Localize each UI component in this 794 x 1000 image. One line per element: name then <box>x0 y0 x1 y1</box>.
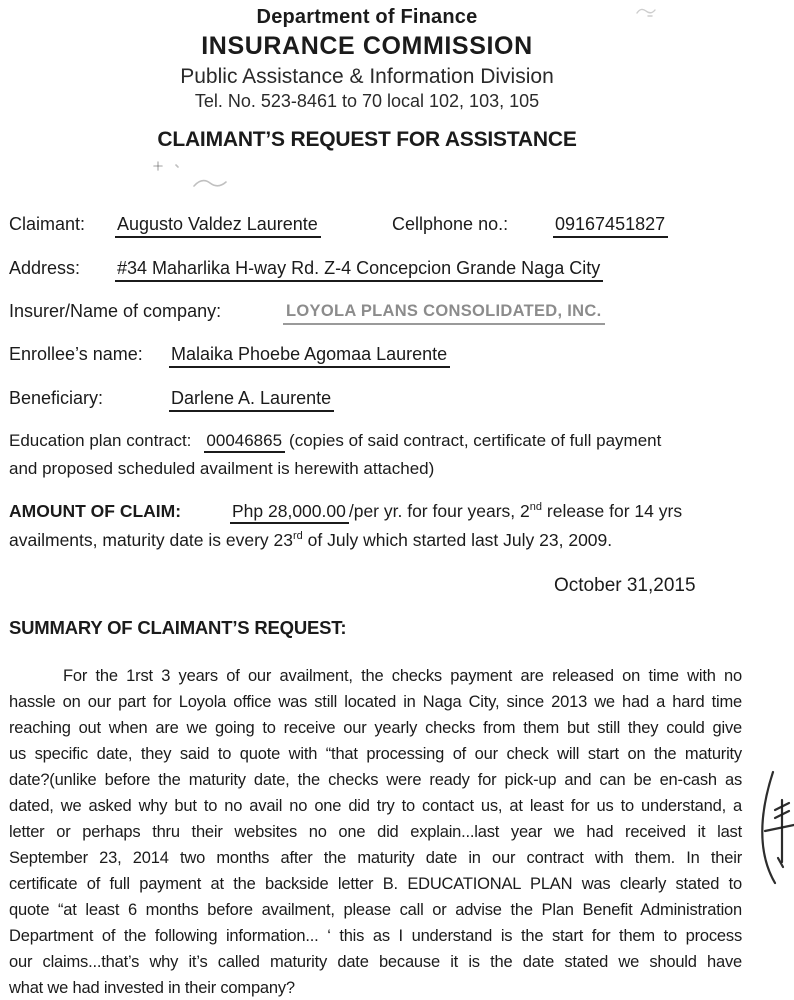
claim-amount-value: Php 28,000.00 <box>230 501 349 524</box>
field-claimant <box>0 214 794 242</box>
paragraph-line: quote “at least 6 months before availment, please call or advise the Plan Benefit Administration <box>9 901 742 919</box>
paragraph-line: our claims...that’s why it’s called maturity date because it is the date stated we should have <box>9 953 742 971</box>
paragraph-line: dated, we asked why but to no avail no one did try to contact us, at least for us to understand, a <box>9 797 742 815</box>
commission-name: INSURANCE COMMISSION <box>201 32 533 60</box>
paragraph-line: For the 1rst 3 years of our availment, the checks payment are released on time with no <box>63 667 742 685</box>
cellphone-value: 09167451827 <box>553 214 668 238</box>
claim-line1-end: release for 14 yrs <box>542 501 683 521</box>
telephone-line: Tel. No. 523-8461 to 70 local 102, 103, 105 <box>194 91 540 111</box>
enrollee-label: Enrollee’s name: <box>9 344 143 364</box>
field-address <box>0 258 794 286</box>
paragraph-line: what we had invested in their company? <box>9 979 295 997</box>
department-name: Department of Finance <box>256 6 478 28</box>
claim-line2-ordinal: rd <box>293 530 303 542</box>
field-beneficiary <box>0 388 794 416</box>
insurer-value: LOYOLA PLANS CONSOLIDATED, INC. <box>283 302 605 325</box>
contract-note-line2: and proposed scheduled availment is herewith attached) <box>9 459 435 478</box>
amount-of-claim-label: AMOUNT OF CLAIM: <box>9 501 182 521</box>
paragraph-line: certificate of full payment at the backside letter B. EDUCATIONAL PLAN was clearly stated to <box>9 875 742 893</box>
beneficiary-label: Beneficiary: <box>9 388 104 408</box>
paragraph-line: date?(unlike before the maturity date, the checks were ready for pick-up and can be en-cash as <box>9 771 742 789</box>
paragraph-line: September 23, 2014 two months after the maturity date in our contract with them. In their <box>9 849 742 867</box>
paragraph-line: hassle on our part for Loyola office was still located in Naga City, since 2013 we had a hard time <box>9 693 742 711</box>
contract-note-line1: (copies of said contract, certificate of full payment <box>289 431 662 450</box>
field-contract <box>9 431 661 451</box>
beneficiary-value: Darlene A. Laurente <box>169 388 334 412</box>
address-label: Address: <box>9 258 81 278</box>
amount-of-claim-body <box>230 501 682 522</box>
paragraph-line: us specific date, they said to quote with “that processing of our check will start on the maturity <box>9 745 742 763</box>
claim-line1-mid: /per yr. for four years, 2 <box>348 501 530 521</box>
document-date: October 31,2015 <box>554 575 696 596</box>
paragraph-line: Department of the following information... ‘ this as I understand is the start for them to process <box>9 927 742 945</box>
enrollee-value: Malaika Phoebe Agomaa Laurente <box>169 344 450 368</box>
ink-smudge-mark <box>150 156 230 196</box>
contract-value: 00046865 <box>204 431 285 453</box>
field-enrollee <box>0 344 794 372</box>
summary-paragraph <box>9 663 742 1000</box>
claim-line2-start: availments, maturity date is every 23 <box>9 530 294 550</box>
field-insurer <box>0 301 794 329</box>
claim-line1-ordinal: nd <box>529 501 543 513</box>
claimant-value: Augusto Valdez Laurente <box>115 214 321 238</box>
insurer-label: Insurer/Name of company: <box>9 301 222 321</box>
contract-label: Education plan contract: <box>9 431 192 450</box>
division-name: Public Assistance & Information Division <box>180 65 554 88</box>
address-value: #34 Maharlika H-way Rd. Z-4 Concepcion Grande Naga City <box>115 258 603 282</box>
summary-heading: SUMMARY OF CLAIMANT’S REQUEST: <box>9 617 347 638</box>
claimant-label: Claimant: <box>9 214 86 234</box>
cellphone-label: Cellphone no.: <box>392 214 509 234</box>
claim-line2-end: of July which started last July 23, 2009. <box>302 530 613 550</box>
document-title: CLAIMANT’S REQUEST FOR ASSISTANCE <box>157 128 577 151</box>
amount-of-claim-line2 <box>9 530 612 551</box>
paragraph-line: letter or perhaps thru their websites no one did explain...last year we had received it last <box>9 823 742 841</box>
letterhead <box>0 6 734 112</box>
paragraph-line: reaching out when are we going to receive our yearly checks from them but still they could give <box>9 719 742 737</box>
